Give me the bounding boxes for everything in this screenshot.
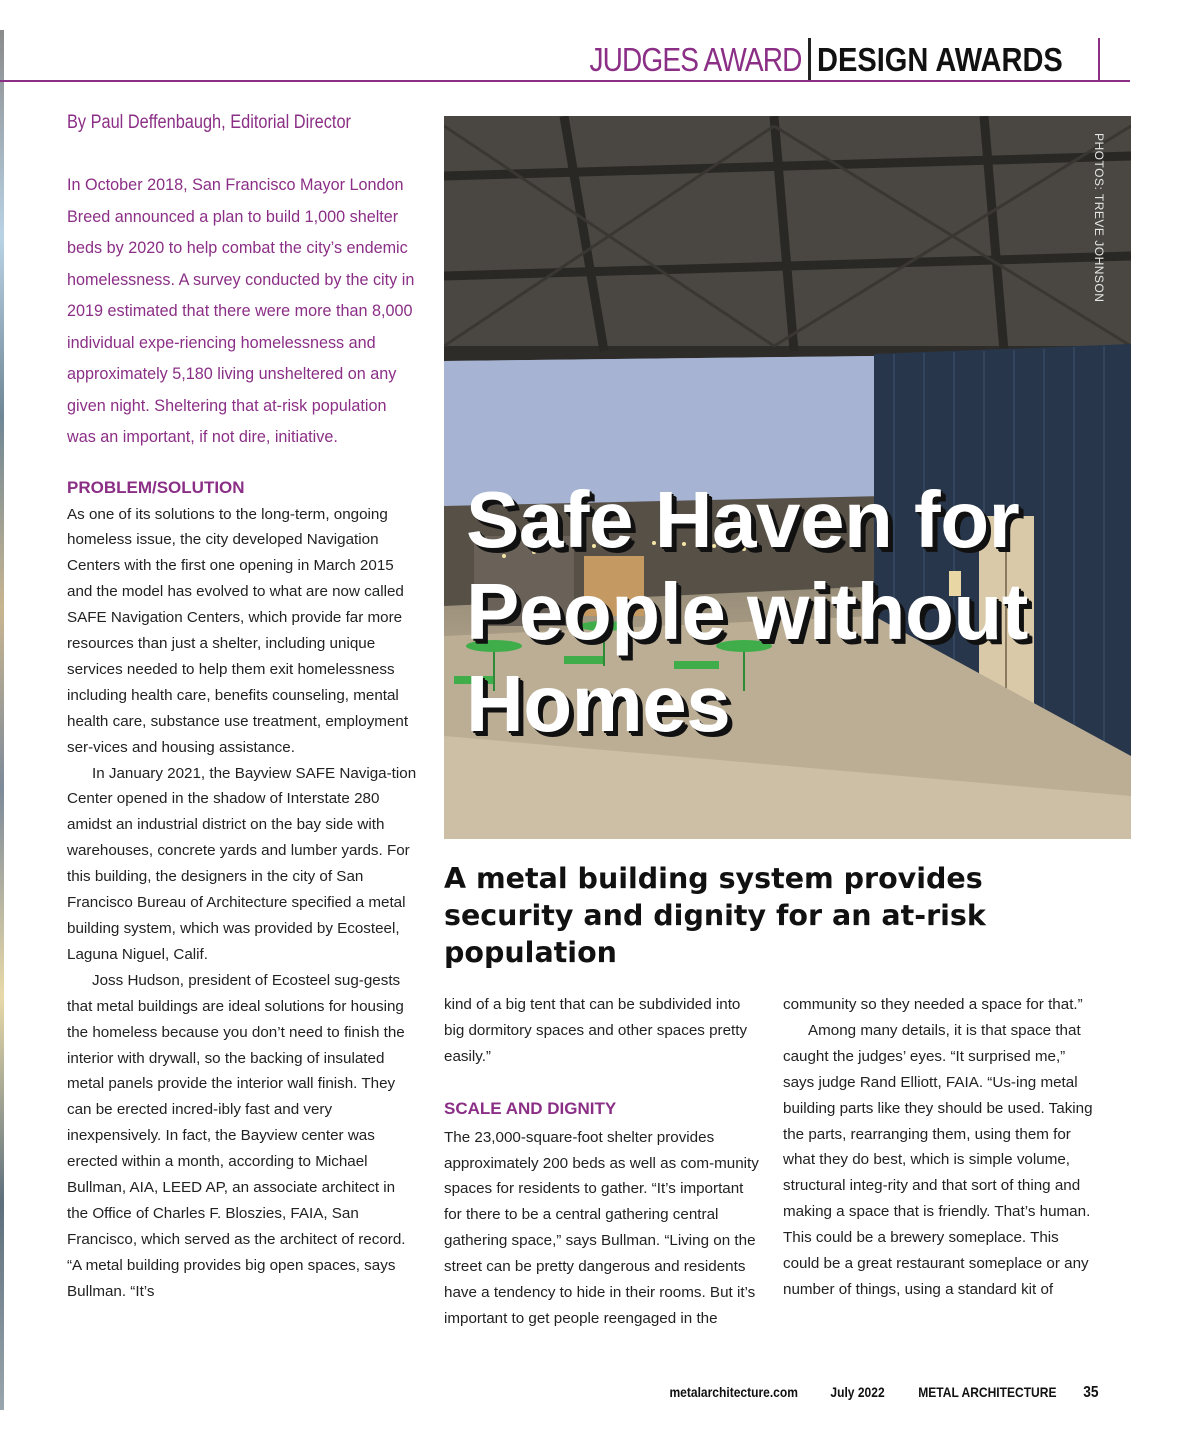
body-paragraph: community so they needed a space for that.” bbox=[783, 996, 1083, 1013]
body-paragraph: The 23,000-square-foot shelter provides approximately 200 beds as well as com-munity spaces for residents to gather. “It’s important for there to be a central gathering central gathering space,” says Bullman. “Living on the street can be pretty dangerous and residents have a tendency to hide in their rooms. But it’s important to get people reengaged in the bbox=[444, 1128, 759, 1327]
section-header bbox=[552, 38, 1100, 82]
section-label: JUDGES AWARD bbox=[589, 41, 802, 78]
header-divider bbox=[808, 38, 811, 82]
article-headline: Safe Haven for People without Homes bbox=[466, 475, 1028, 748]
page-number: 35 bbox=[1083, 1384, 1099, 1401]
header-end-divider bbox=[1098, 38, 1100, 82]
folio-date: July 2022 bbox=[830, 1384, 886, 1400]
page-folio bbox=[659, 1384, 1100, 1402]
article-dek: A metal building system provides security and dignity for an at-risk population bbox=[444, 862, 986, 969]
byline: By Paul Deffenbaugh, Editorial Director bbox=[67, 112, 351, 133]
body-paragraph: Joss Hudson, president of Ecosteel sug-gests that metal buildings are ideal solutions for housing the homeless because you don’t need to finish the interior with drywall, so the backing of insulated metal panels provide the interior wall finish. They can be erected incred-ibly fast and very inexpensively. In fact, the Bayview center was erected within a month, according to Michael Bullman, AIA, LEED AP, an associate architect in the Office of Charles F. Bloszies, FAIA, San Francisco, which served as the architect of record. “A metal building provides big open spaces, says Bullman. “It’s bbox=[67, 971, 406, 1300]
body-paragraph: In January 2021, the Bayview SAFE Naviga-tion Center opened in the shadow of Interstate 280 amidst an industrial district on the bay side with warehouses, concrete yards and lumber yards. For this building, the designers in the city of San Francisco Bureau of Architecture specified a metal building system, which was provided by Ecosteel, Laguna Niguel, Calif. bbox=[67, 764, 417, 963]
lede-paragraph: In October 2018, San Francisco Mayor London Breed announced a plan to build 1,000 shelter beds by 2020 to help combat the city’s endemic homelessness. A survey conducted by the city in 2019 estimated that there were more than 8,000 individual expe-riencing homelessness and approximately 5,180 living unsheltered on any given night. Sheltering that at-risk population was an important, if not dire, initiative. bbox=[67, 176, 415, 446]
folio-url: metalarchitecture.com bbox=[669, 1384, 798, 1400]
body-paragraph: Among many details, it is that space that caught the judges’ eyes. “It surprised me,” says judge Rand Elliott, FAIA. “Us-ing metal building parts like they should be used. Taking the parts, rearranging them, using them for what they do best, which is simple volume, structural integ-rity and that sort of thing and making a space that is friendly. That’s human. This could be a brewery someplace. This could be a great restaurant someplace or any number of things, using a standard kit of bbox=[783, 1021, 1093, 1298]
body-paragraph: kind of a big tent that can be subdivided into big dormitory spaces and other spaces pretty easily.” bbox=[444, 996, 748, 1065]
section-heading-scale-dignity: SCALE AND DIGNITY bbox=[444, 1098, 617, 1118]
middle-column bbox=[444, 992, 759, 1332]
folio-magazine: METAL ARCHITECTURE bbox=[918, 1384, 1057, 1400]
section-heading-problem-solution: PROBLEM/SOLUTION bbox=[67, 477, 245, 497]
category-label: DESIGN AWARDS bbox=[816, 41, 1063, 78]
page-edge-strip bbox=[0, 30, 4, 1410]
left-column bbox=[67, 112, 419, 1305]
body-paragraph: As one of its solutions to the long-term, ongoing homeless issue, the city developed Navigation Centers with the first one opening in March 2015 and the model has evolved to what are now called SAFE Navigation Centers, which provide far more resources than just a shelter, including unique services needed to help them exit homelessness including health care, benefits counseling, mental health care, substance use treatment, employment ser-vices and housing assistance. bbox=[67, 505, 409, 756]
photo-credit: PHOTOS: TREVE JOHNSON bbox=[1092, 133, 1106, 303]
left-body bbox=[67, 502, 419, 1305]
right-column bbox=[783, 992, 1098, 1303]
header-rule bbox=[0, 80, 1130, 82]
